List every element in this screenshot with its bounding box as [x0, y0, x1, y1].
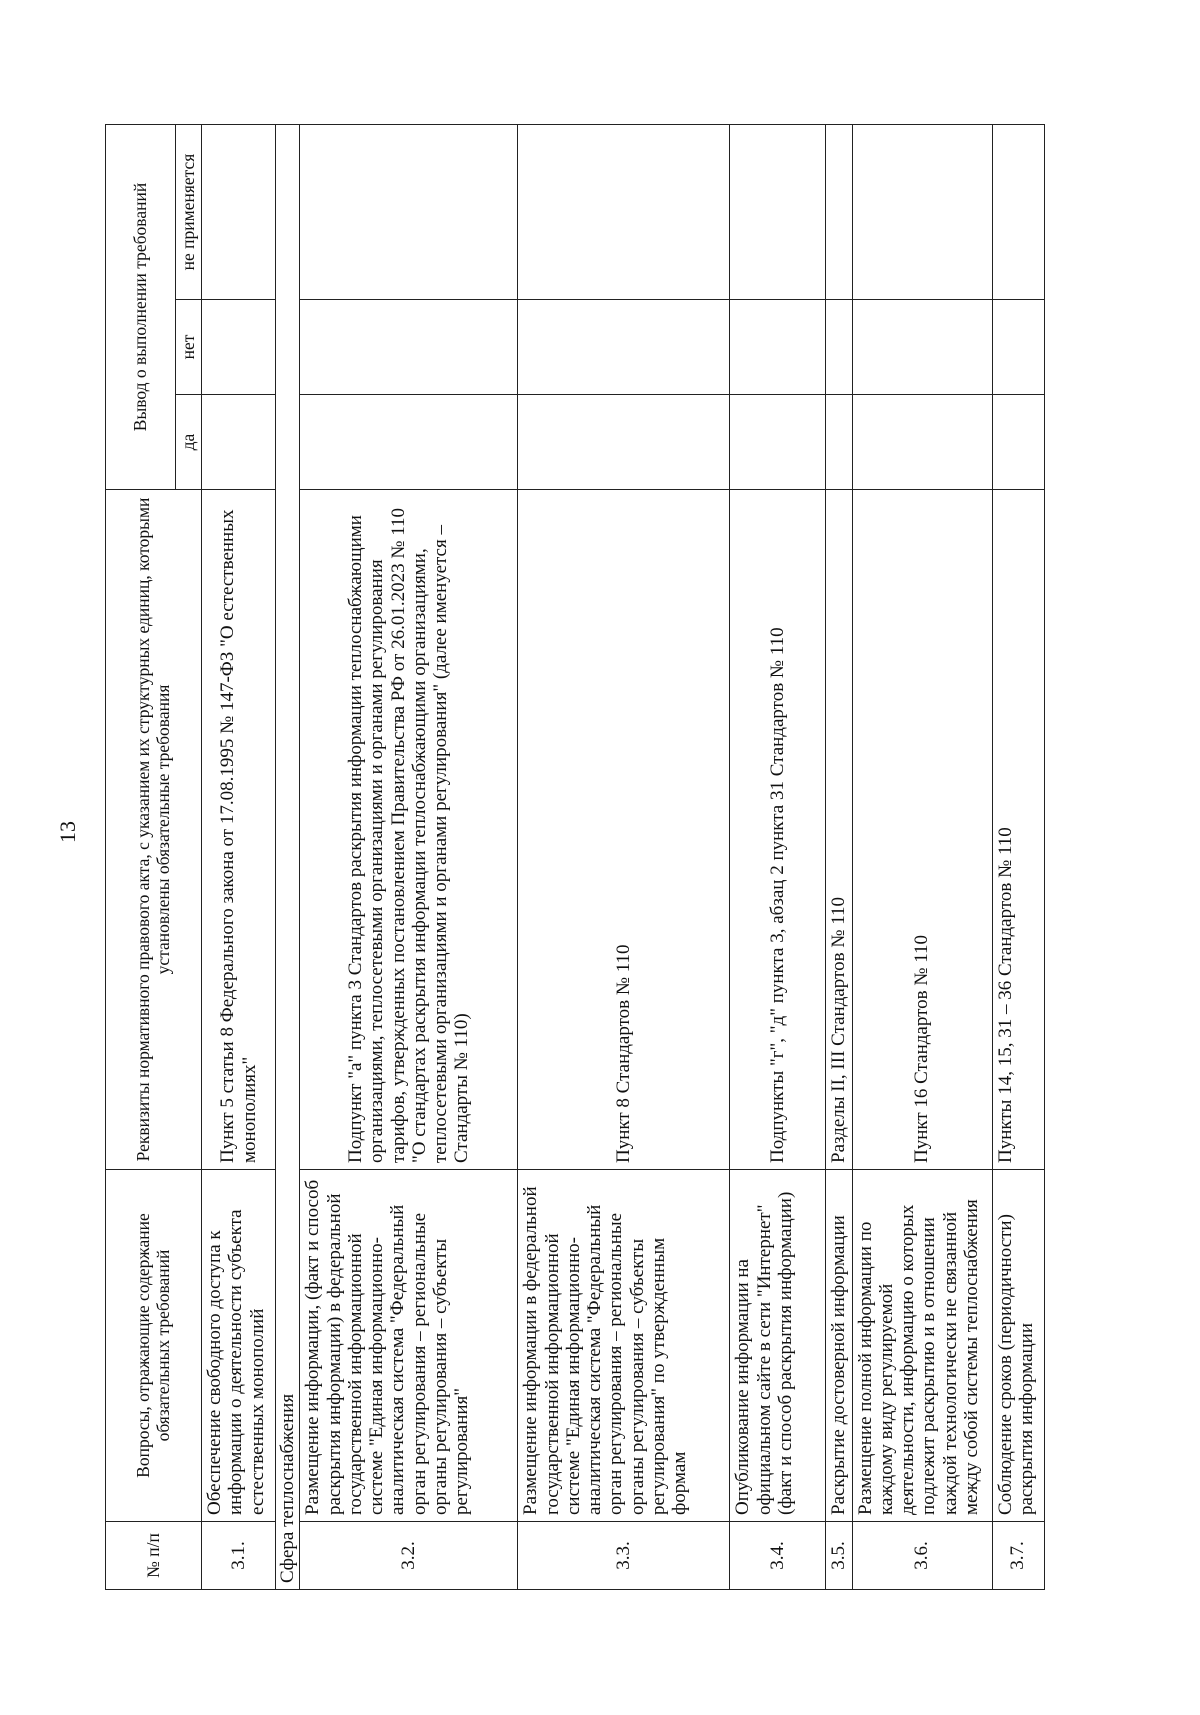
table-row	[826, 124, 852, 1589]
cell-na	[992, 124, 1044, 299]
row-requisite: Пункт 5 статьи 8 Федерального закона от 17.08.1995 № 147-ФЗ "О естественных монополиях"	[202, 490, 276, 1170]
header-conclusion: Вывод о выполнении требований	[106, 124, 176, 489]
row-requisite: Подпункт "а" пункта 3 Стандартов раскрытия информации теплоснабжающими организациями, теплосетевыми организациями и органами регулирования тарифов, утвержденных постановлением Правительства РФ от 26.01.2023 № 110 "О стандартах раскрытия информации теплоснабжающими организациями, теплосетевыми организациями и органами регулирования" (далее именуется – Стандарты № 110)	[300, 490, 518, 1170]
cell-na	[730, 124, 826, 299]
row-question: Размещение информации в федеральной государственной информационной системе "Единая информационно-аналитическая система "Федеральный орган регулирования – региональные органы регулирования – субъекты регулирования" по утвержденным формам	[518, 1170, 730, 1522]
cell-yes	[518, 395, 730, 490]
row-requisite: Пункты 14, 15, 31 – 36 Стандартов № 110	[992, 490, 1044, 1170]
cell-yes	[300, 395, 518, 490]
row-num: 3.6.	[852, 1522, 992, 1590]
row-requisite: Разделы II, III Стандартов № 110	[826, 490, 852, 1170]
cell-no	[518, 300, 730, 395]
table-row	[852, 124, 992, 1589]
page-number: 13	[55, 821, 80, 843]
cell-na	[826, 124, 852, 299]
row-requisite: Подпункты "г", "д" пункта 3, абзац 2 пункта 31 Стандартов № 110	[730, 490, 826, 1170]
header-requisites: Реквизиты нормативного правового акта, с указанием их структурных единиц, которыми установлены обязательные требования	[106, 490, 202, 1170]
row-requisite: Пункт 16 Стандартов № 110	[852, 490, 992, 1170]
section-title: Сфера теплоснабжения	[276, 124, 300, 1589]
header-num: № п/п	[106, 1522, 202, 1590]
table-row	[730, 124, 826, 1589]
cell-yes	[202, 395, 276, 490]
row-requisite: Пункт 8 Стандартов № 110	[518, 490, 730, 1170]
table-row	[992, 124, 1044, 1589]
table-row	[300, 124, 518, 1589]
row-question: Соблюдение сроков (периодичности) раскрытия информации	[992, 1170, 1044, 1522]
cell-na	[518, 124, 730, 299]
cell-no	[852, 300, 992, 395]
row-question: Обеспечение свободного доступа к информации о деятельности субъекта естественных монополий	[202, 1170, 276, 1522]
requirements-table	[105, 124, 1045, 1590]
table-row	[202, 124, 276, 1589]
cell-yes	[992, 395, 1044, 490]
section-row	[276, 124, 300, 1589]
cell-no	[202, 300, 276, 395]
cell-yes	[826, 395, 852, 490]
header-yes: да	[176, 395, 202, 490]
row-question: Размещение полной информации по каждому виду регулируемой деятельности, информацию о которых подлежит раскрытию и в отношении каждой технологически не связанной между собой системы теплоснабжения	[852, 1170, 992, 1522]
header-na: не применяется	[176, 124, 202, 299]
row-num: 3.5.	[826, 1522, 852, 1590]
cell-na	[852, 124, 992, 299]
row-question: Раскрытие достоверной информации	[826, 1170, 852, 1522]
row-num: 3.7.	[992, 1522, 1044, 1590]
row-num: 3.3.	[518, 1522, 730, 1590]
cell-yes	[730, 395, 826, 490]
cell-na	[300, 124, 518, 299]
row-num: 3.4.	[730, 1522, 826, 1590]
requirements-table-rotated	[105, 125, 1045, 1590]
header-questions: Вопросы, отражающие содержание обязательных требований	[106, 1170, 202, 1522]
cell-no	[826, 300, 852, 395]
cell-no	[992, 300, 1044, 395]
cell-yes	[852, 395, 992, 490]
row-num: 3.2.	[300, 1522, 518, 1590]
header-no: нет	[176, 300, 202, 395]
cell-no	[300, 300, 518, 395]
row-question: Опубликование информации на официальном сайте в сети "Интернет" (факт и способ раскрытия информации)	[730, 1170, 826, 1522]
table-row	[518, 124, 730, 1589]
cell-no	[730, 300, 826, 395]
row-question: Размещение информации, (факт и способ раскрытия информации) в федеральной государственной информационной системе "Единая информационно-аналитическая система "Федеральный орган регулирования – региональные органы регулирования – субъекты регулирования"	[300, 1170, 518, 1522]
row-num: 3.1.	[202, 1522, 276, 1590]
cell-na	[202, 124, 276, 299]
